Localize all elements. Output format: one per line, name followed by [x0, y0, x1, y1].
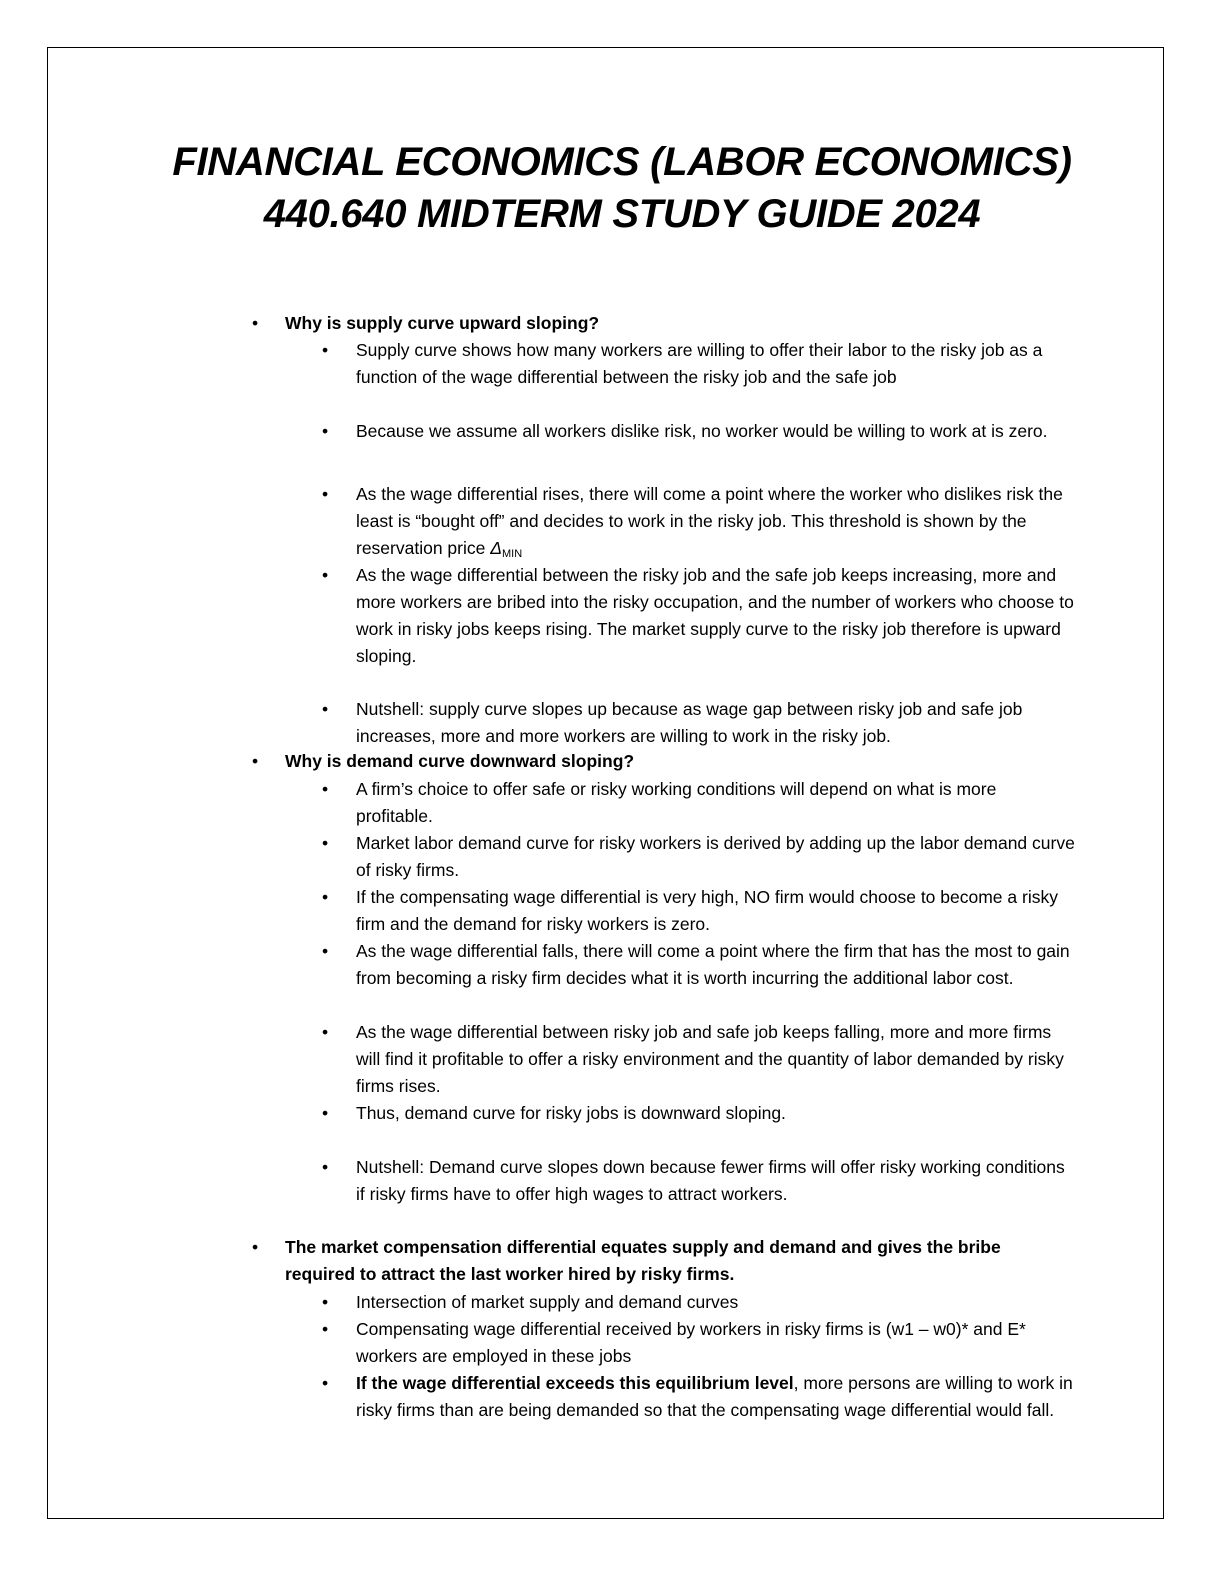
bullet-icon: •: [322, 1292, 329, 1312]
item-text: Thus, demand curve for risky jobs is downward sloping.: [356, 1103, 786, 1123]
list-item: [322, 1370, 1076, 1424]
bullet-icon: •: [322, 887, 329, 907]
title-line-2: 440.640 MIDTERM STUDY GUIDE 2024: [263, 192, 981, 236]
title-line-1: FINANCIAL ECONOMICS (LABOR ECONOMICS): [172, 140, 1072, 184]
item-text: Supply curve shows how many workers are willing to offer their labor to the risky job as a function of the wage differential between the risky job and the safe job: [356, 340, 1043, 387]
item-text: Compensating wage differential received by workers in risky firms is (w1 – w0)* and E* workers are employed in these jobs: [356, 1319, 1026, 1366]
list-item: [322, 830, 1076, 884]
bullet-icon: •: [322, 779, 329, 799]
list-item: [322, 696, 1076, 750]
bullet-icon: •: [322, 340, 329, 360]
list-item: [322, 418, 1076, 445]
list-item: [322, 562, 1076, 670]
section-heading-demand: [252, 748, 1085, 775]
list-item: [322, 1154, 1076, 1208]
item-text: If the compensating wage differential is very high, NO firm would choose to become a risky firm and the demand for risky workers is zero.: [356, 887, 1058, 934]
item-text: A firm’s choice to offer safe or risky working conditions will depend on what is more profitable.: [356, 779, 997, 826]
document-title: [47, 136, 1197, 240]
item-text: Nutshell: supply curve slopes up because as wage gap between risky job and safe job increases, more and more workers are willing to work in the risky job.: [356, 699, 1023, 746]
list-item: [322, 776, 1076, 830]
item-separator: ,: [793, 1373, 804, 1393]
item-text: Intersection of market supply and demand curves: [356, 1292, 739, 1312]
heading-text: Why is demand curve downward sloping?: [285, 751, 635, 771]
bullet-icon: •: [322, 1157, 329, 1177]
heading-text-line-1: The market compensation differential equates supply and demand and gives the bribe: [285, 1237, 1001, 1257]
item-text: Because we assume all workers dislike risk, no worker would be willing to work at is zero.: [356, 421, 1048, 441]
reservation-price-symbol: Δ: [490, 538, 502, 558]
item-text: Market labor demand curve for risky workers is derived by adding up the labor demand curve of risky firms.: [356, 833, 1075, 880]
heading-text: Why is supply curve upward sloping?: [285, 313, 600, 333]
bullet-icon: •: [322, 1319, 329, 1339]
item-text: more persons are willing to work in risky firms than are being demanded so that the compensating wage differential would fall.: [356, 1373, 1073, 1420]
heading-text-line-2: required to attract the last worker hired by risky firms.: [285, 1264, 735, 1284]
list-item: [322, 884, 1076, 938]
item-text: Nutshell: Demand curve slopes down because fewer firms will offer risky working conditions if risky firms have to offer high wages to attract workers.: [356, 1157, 1065, 1204]
bullet-icon: •: [322, 1103, 329, 1123]
bullet-icon: •: [322, 421, 329, 441]
item-text: As the wage differential falls, there will come a point where the firm that has the most to gain from becoming a risky firm decides what it is worth incurring the additional labor cost.: [356, 941, 1070, 988]
item-text: As the wage differential between the risky job and the safe job keeps increasing, more and more workers are bribed into the risky occupation, and the number of workers who choose to work in risky jobs keeps rising. The market supply curve to the risky job therefore is upward sloping.: [356, 565, 1074, 666]
list-item: [322, 1289, 1076, 1316]
item-text: As the wage differential rises, there will come a point where the worker who dislikes risk the least is “bought off” and decides to work in the risky job. This threshold is shown by the reservation price: [356, 484, 1063, 558]
item-bold-text: If the wage differential exceeds this equilibrium level: [356, 1373, 794, 1393]
bullet-icon: •: [252, 1237, 259, 1257]
bullet-icon: •: [252, 313, 259, 333]
bullet-icon: •: [322, 1022, 329, 1042]
bullet-icon: •: [322, 699, 329, 719]
bullet-icon: •: [252, 751, 259, 771]
list-item: [322, 1019, 1076, 1100]
list-item: [322, 481, 1076, 568]
list-item: [322, 1100, 1076, 1127]
bullet-icon: •: [322, 565, 329, 585]
section-heading-supply: [252, 310, 1085, 337]
section-heading-equilibrium: [252, 1234, 1085, 1288]
bullet-icon: •: [322, 941, 329, 961]
bullet-icon: •: [322, 1373, 329, 1393]
bullet-icon: •: [322, 484, 329, 504]
list-item: [322, 1316, 1076, 1370]
item-text: As the wage differential between risky job and safe job keeps falling, more and more firms will find it profitable to offer a risky environment and the quantity of labor demanded by risky firms rises.: [356, 1022, 1064, 1096]
list-item: [322, 938, 1076, 992]
bullet-icon: •: [322, 833, 329, 853]
list-item: [322, 337, 1076, 391]
reservation-price-subscript: MIN: [502, 548, 523, 560]
